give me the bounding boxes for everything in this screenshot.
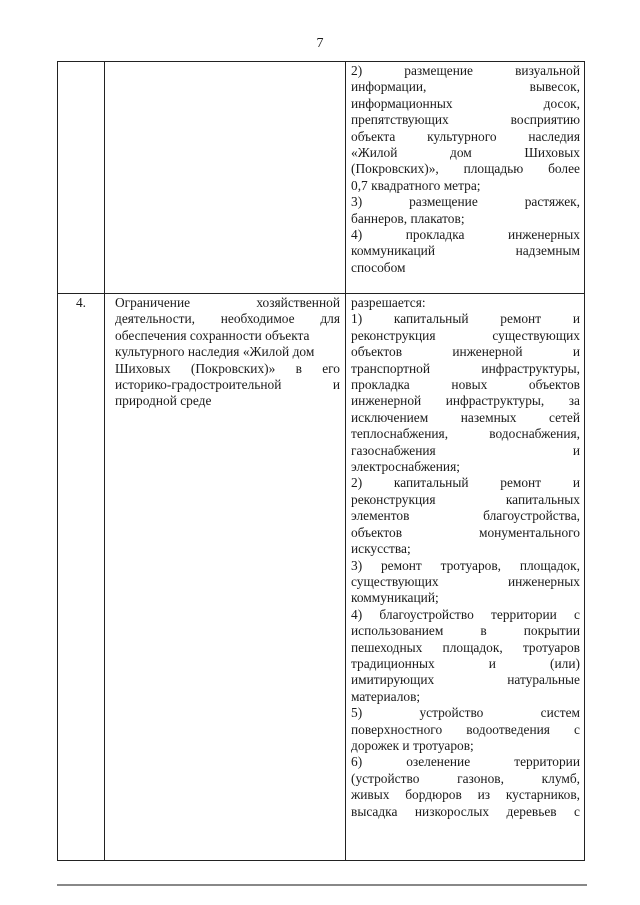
- page-number: 7: [316, 36, 324, 51]
- text-line: объекта культурного наследия: [351, 128, 580, 144]
- text-line: 4) прокладка инженерных: [351, 227, 580, 243]
- text-line: 2) размещение визуальной: [351, 63, 580, 78]
- text-line: культурного наследия «Жилой дом: [115, 344, 315, 360]
- description-cell: [105, 62, 346, 294]
- text-line: объектов инженерной и: [351, 344, 580, 360]
- description-cell: [105, 294, 346, 861]
- text-line: исключением наземных сетей: [351, 409, 580, 425]
- row-number-cell: [58, 294, 105, 861]
- text-line: (устройство газонов, клумб,: [351, 770, 580, 786]
- text-line: природной среде: [115, 393, 212, 409]
- table-row: [58, 294, 585, 861]
- text-line: транспортной инфраструктуры,: [351, 360, 580, 376]
- text-line: деятельности, необходимое для: [115, 311, 340, 327]
- text-line: «Жилой дом Шиховых: [351, 145, 580, 161]
- text-line: прокладка новых объектов: [351, 377, 580, 393]
- text-line: историко-градостроительной и: [115, 377, 340, 393]
- bottom-divider: [57, 884, 587, 886]
- text-line: способом: [351, 259, 406, 275]
- text-line: информационных досок,: [351, 95, 580, 111]
- text-line: Ограничение хозяйственной: [115, 295, 340, 310]
- table-row: [58, 62, 585, 294]
- content-cell: [346, 294, 585, 861]
- content-text: [346, 62, 584, 276]
- text-line: высадка низкорослых деревьев с: [351, 803, 580, 819]
- text-line: 1) капитальный ремонт и: [351, 311, 580, 327]
- text-line: 5) устройство систем: [351, 705, 580, 721]
- text-line: 0,7 квадратного метра;: [351, 177, 481, 193]
- text-line: использованием в покрытии: [351, 623, 580, 639]
- description-text: [105, 294, 345, 410]
- text-line: разрешается:: [351, 295, 426, 310]
- content-text: [346, 294, 584, 820]
- row-number-cell: [58, 62, 105, 294]
- row-number: 4.: [75, 295, 87, 310]
- text-line: пешеходных площадок, тротуаров: [351, 639, 580, 655]
- text-line: коммуникаций;: [351, 590, 439, 606]
- text-line: Шиховых (Покровских)» в его: [115, 360, 340, 376]
- text-line: реконструкция существующих: [351, 327, 580, 343]
- text-line: существующих инженерных: [351, 573, 580, 589]
- content-cell: [346, 62, 585, 294]
- text-line: препятствующих восприятию: [351, 112, 580, 128]
- text-line: 3) размещение растяжек,: [351, 194, 580, 210]
- text-line: инженерной инфраструктуры, за: [351, 393, 580, 409]
- row-number: [58, 62, 104, 63]
- text-line: имитирующих натуральные: [351, 672, 580, 688]
- text-line: (Покровских)», площадью более: [351, 161, 580, 177]
- text-line: электроснабжения;: [351, 459, 460, 475]
- text-line: 6) озеленение территории: [351, 754, 580, 770]
- text-line: поверхностного водоотведения с: [351, 721, 580, 737]
- text-line: информации, вывесок,: [351, 79, 580, 95]
- text-line: баннеров, плакатов;: [351, 210, 465, 226]
- text-line: материалов;: [351, 688, 421, 704]
- text-line: реконструкция капитальных: [351, 491, 580, 507]
- text-line: 2) капитальный ремонт и: [351, 475, 580, 491]
- text-line: традиционных и (или): [351, 655, 580, 671]
- text-line: газоснабжения и: [351, 442, 580, 458]
- text-line: теплоснабжения, водоснабжения,: [351, 426, 580, 442]
- text-line: объектов монументального: [351, 524, 580, 540]
- text-line: обеспечения сохранности объекта: [115, 327, 310, 343]
- text-line: коммуникаций надземным: [351, 243, 580, 259]
- text-line: дорожек и тротуаров;: [351, 737, 474, 753]
- text-line: элементов благоустройства,: [351, 508, 580, 524]
- text-line: искусства;: [351, 541, 411, 557]
- restrictions-table: [57, 61, 585, 861]
- text-line: 3) ремонт тротуаров, площадок,: [351, 557, 580, 573]
- text-line: 4) благоустройство территории с: [351, 606, 580, 622]
- description-text: [105, 62, 345, 63]
- text-line: живых бордюров из кустарников,: [351, 787, 580, 803]
